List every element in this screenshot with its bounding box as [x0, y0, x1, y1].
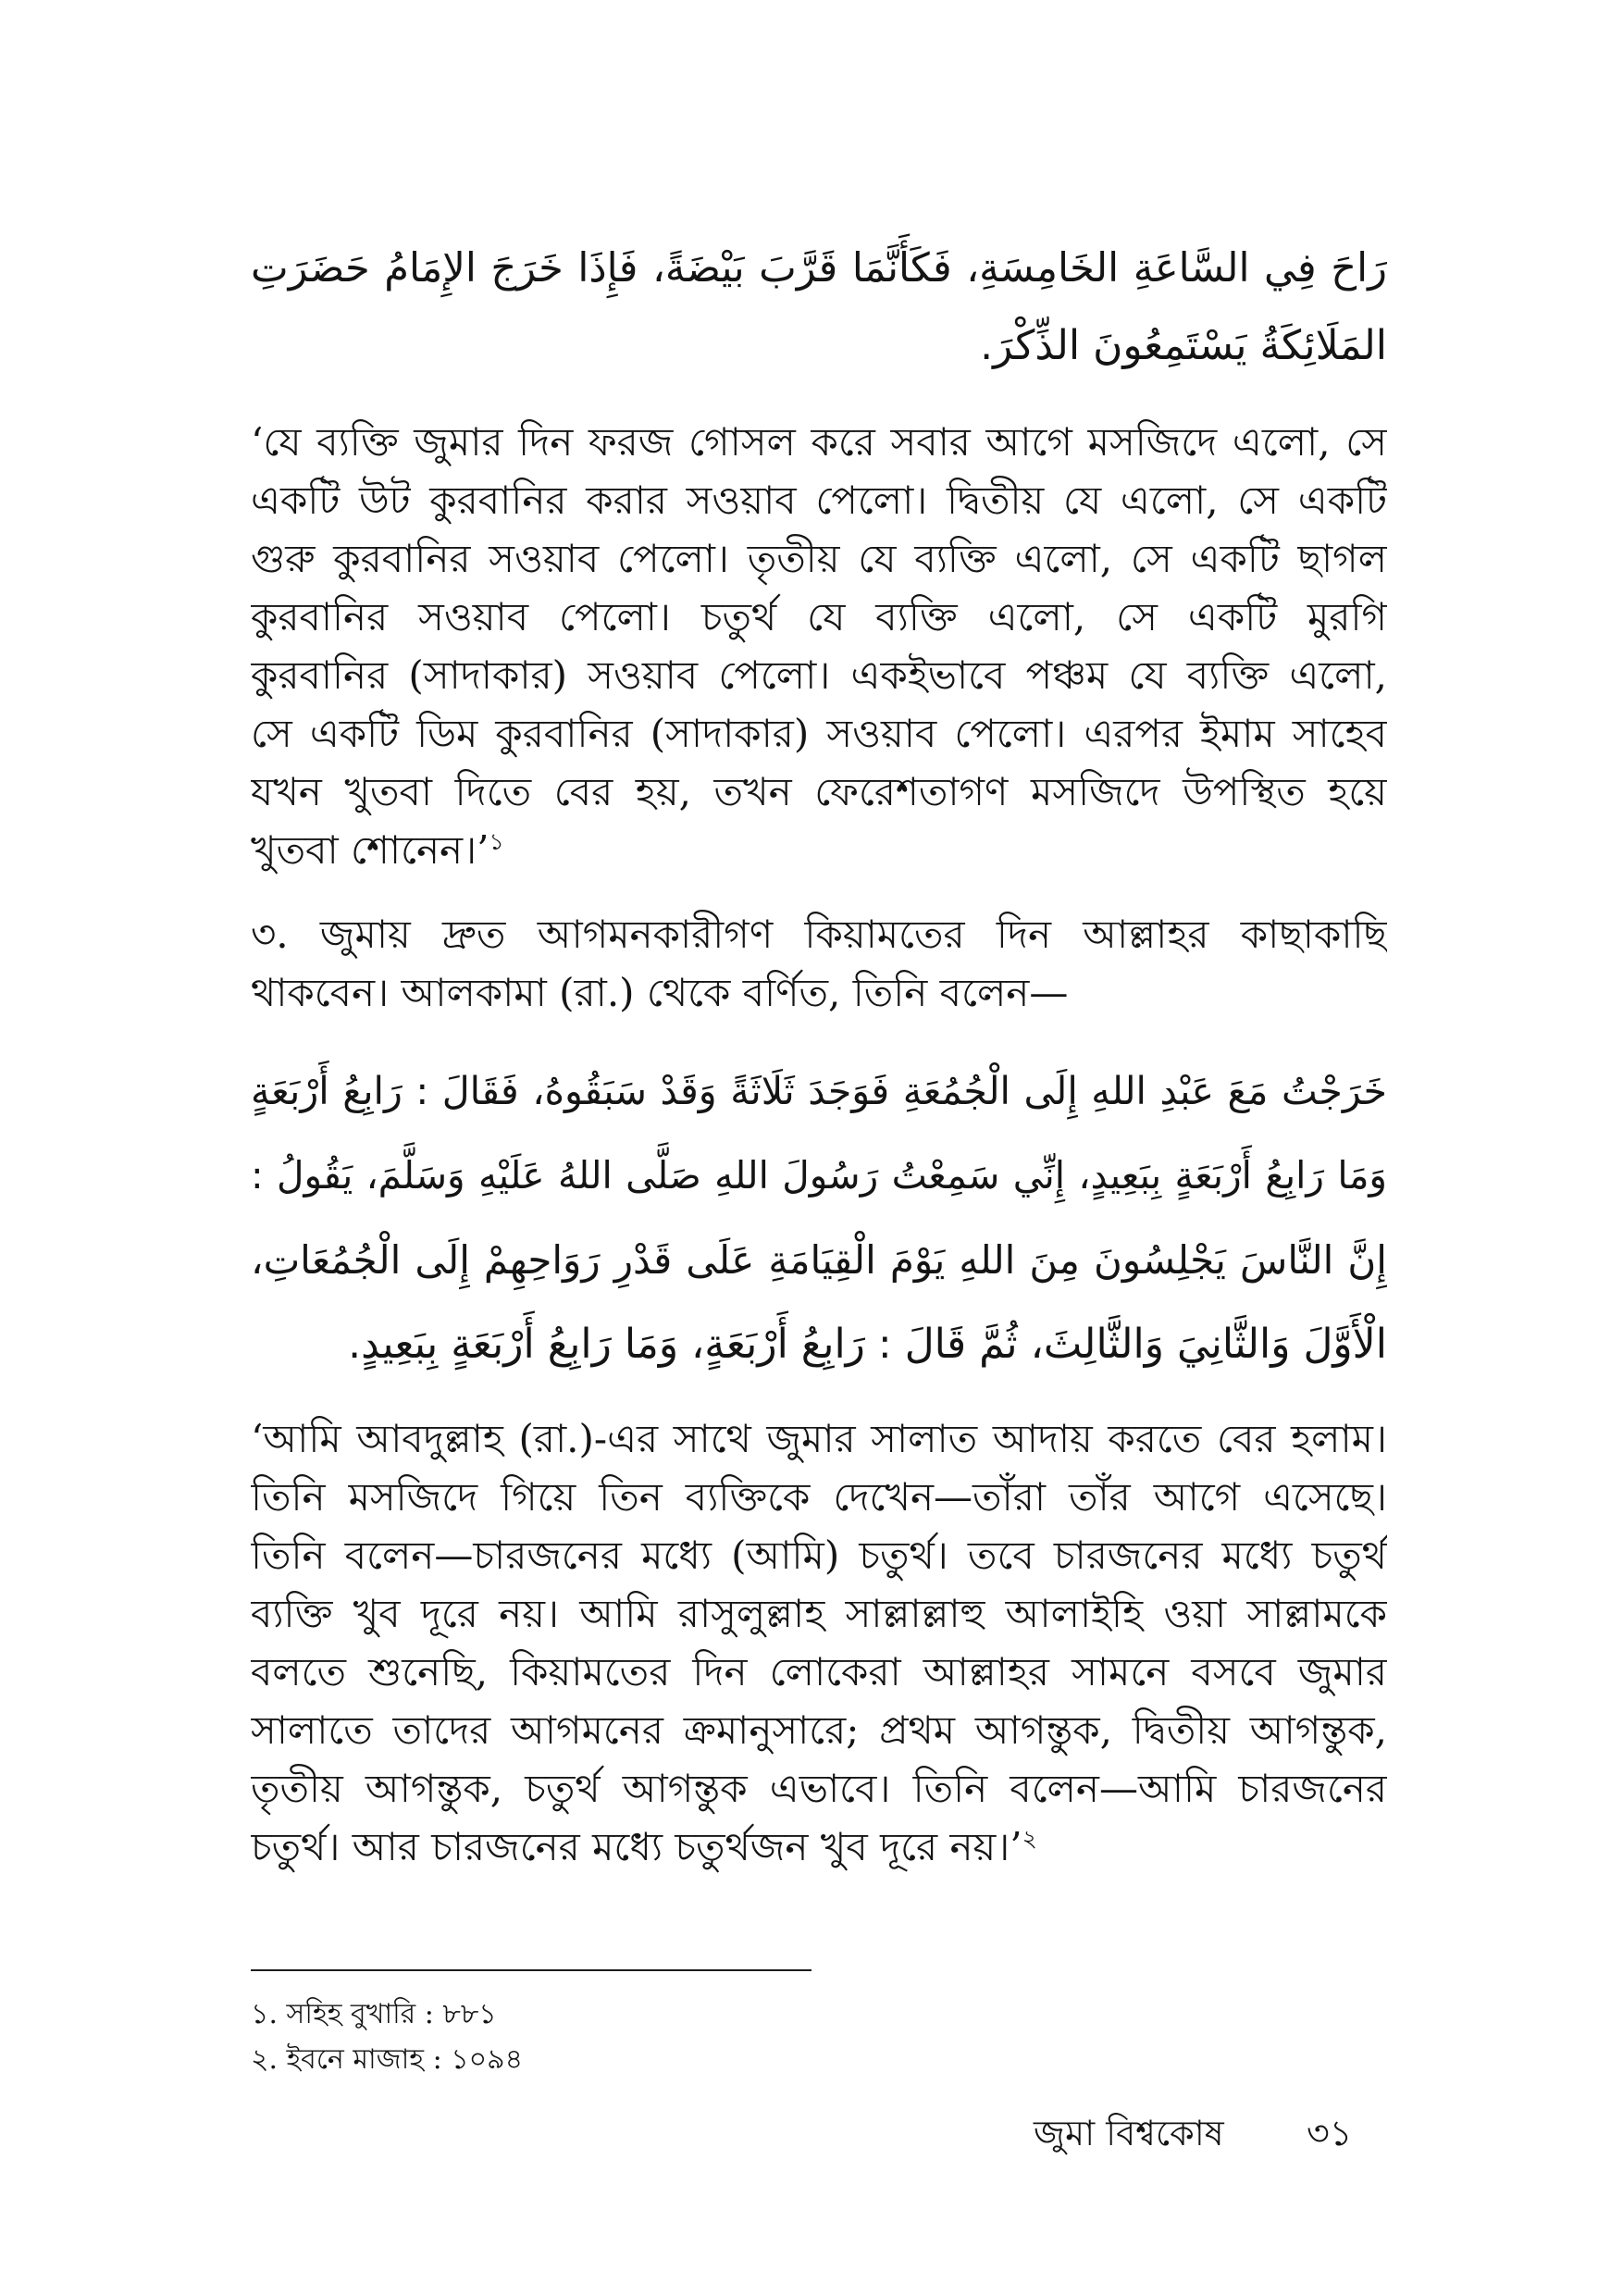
bengali-text-line: বলতে শুনেছি, কিয়ামতের দিন লোকেরা আল্লাহর সামনে বসবে জুমার: [251, 1649, 1387, 1694]
bengali-text-line: ‘যে ব্যক্তি জুমার দিন ফরজ গোসল করে সবার আগে মসজিদে এলো, সে: [251, 419, 1387, 465]
numbered-point-paragraph: [251, 905, 1387, 1022]
arabic-text-line: إِنَّ النَّاسَ يَجْلِسُونَ مِنَ اللهِ يَوْمَ الْقِيَامَةِ عَلَى قَدْرِ رَوَاحِهِمْ إِلَى الْجُمُعَاتِ،: [251, 1237, 1387, 1283]
arabic-hadith-excerpt: [251, 230, 1387, 385]
arabic-text-line: المَلَائِكَةُ يَسْتَمِعُونَ الذِّكْرَ.: [980, 322, 1387, 369]
bengali-text-line: থাকবেন। আলকামা (রা.) থেকে বর্ণিত, তিনি বলেন—: [251, 970, 1069, 1015]
bengali-text-line: যখন খুতবা দিতে বের হয়, তখন ফেরেশতাগণ মসজিদে উপস্থিত হয়ে: [251, 769, 1387, 814]
bengali-text-line: কুরবানির সওয়াব পেলো। চতুর্থ যে ব্যক্তি এলো, সে একটি মুরগি: [251, 594, 1387, 639]
bengali-text-line: গুরু কুরবানির সওয়াব পেলো। তৃতীয় যে ব্যক্তি এলো, সে একটি ছাগল: [251, 536, 1387, 581]
footnote-reference: ২: [1022, 1825, 1038, 1852]
bengali-text-line: ‘আমি আবদুল্লাহ (রা.)-এর সাথে জুমার সালাত আদায় করতে বের হলাম।: [251, 1416, 1387, 1461]
footnote: ১. সহিহ বুখারি : ৮৮১: [251, 1998, 497, 2030]
bengali-text-line: সে একটি ডিম কুরবানির (সাদাকার) সওয়াব পেলো। এরপর ইমাম সাহেব: [251, 711, 1387, 756]
bengali-text-line: সালাতে তাদের আগমনের ক্রমানুসারে; প্রথম আগন্তুক, দ্বিতীয় আগন্তুক,: [251, 1707, 1387, 1753]
footnote-reference: ১: [489, 828, 504, 855]
line-text: চতুর্থ। আর চারজনের মধ্যে চতুর্থজন খুব দূরে নয়।’: [251, 1824, 1022, 1869]
bengali-text-line: একটি উট কুরবানির করার সওয়াব পেলো। দ্বিতীয় যে এলো, সে একটি: [251, 478, 1387, 523]
bengali-text-line: ব্যক্তি খুব দূরে নয়। আমি রাসুলুল্লাহ সাল্লাল্লাহু আলাইহি ওয়া সাল্লামকে: [251, 1591, 1387, 1636]
book-title: জুমা বিশ্বকোষ: [1034, 2113, 1224, 2153]
bengali-text-line: [251, 821, 1387, 879]
hadith-translation-paragraph: [251, 1409, 1387, 1876]
hadith-translation-paragraph: [251, 413, 1387, 879]
line-text: খুতবা শোনেন।’: [251, 827, 489, 873]
bengali-text-line: তৃতীয় আগন্তুক, চতুর্থ আগন্তুক এভাবে। তিনি বলেন—আমি চারজনের: [251, 1766, 1387, 1811]
arabic-hadith-quote: [251, 1049, 1387, 1386]
bengali-text-line: তিনি মসজিদে গিয়ে তিন ব্যক্তিকে দেখেন—তাঁরা তাঁর আগে এসেছে।: [251, 1474, 1387, 1520]
bengali-text-line: তিনি বলেন—চারজনের মধ্যে (আমি) চতুর্থ। তবে চারজনের মধ্যে চতুর্থ: [251, 1533, 1387, 1578]
footnote: ২. ইবনে মাজাহ : ১০৯৪: [251, 2043, 524, 2076]
arabic-text-line: الْأَوَّلَ وَالثَّانِيَ وَالثَّالِثَ، ثُمَّ قَالَ : رَابِعُ أَرْبَعَةٍ، وَمَا رَابِعُ أَرْبَعَةٍ بِبَعِيدٍ.: [348, 1321, 1387, 1368]
arabic-text-line: خَرَجْتُ مَعَ عَبْدِ اللهِ إِلَى الْجُمُعَةِ فَوَجَدَ ثَلَاثَةً وَقَدْ سَبَقُوهُ، فَقَالَ : رَابِعُ أَرْبَعَةٍ: [251, 1069, 1387, 1113]
bengali-text-line: কুরবানির (সাদাকার) সওয়াব পেলো। একইভাবে পঞ্চম যে ব্যক্তি এলো,: [251, 652, 1387, 698]
page-number: ৩১: [1307, 2113, 1353, 2153]
bengali-text-line: ৩. জুমায় দ্রুত আগমনকারীগণ কিয়ামতের দিন আল্লাহর কাছাকাছি: [251, 912, 1387, 957]
footnote-divider: [251, 1969, 812, 1971]
bengali-text-line: [251, 1818, 1387, 1876]
arabic-text-line: رَاحَ فِي السَّاعَةِ الخَامِسَةِ، فَكَأَنَّمَا قَرَّبَ بَيْضَةً، فَإِذَا خَرَجَ الإِمَامُ حَضَرَتِ: [251, 245, 1387, 292]
arabic-text-line: وَمَا رَابِعُ أَرْبَعَةٍ بِبَعِيدٍ، إِنِّي سَمِعْتُ رَسُولَ اللهِ صَلَّى اللهُ عَلَيْهِ وَسَلَّمَ، يَقُولُ :: [251, 1153, 1387, 1198]
footnotes: [251, 1992, 1084, 2082]
